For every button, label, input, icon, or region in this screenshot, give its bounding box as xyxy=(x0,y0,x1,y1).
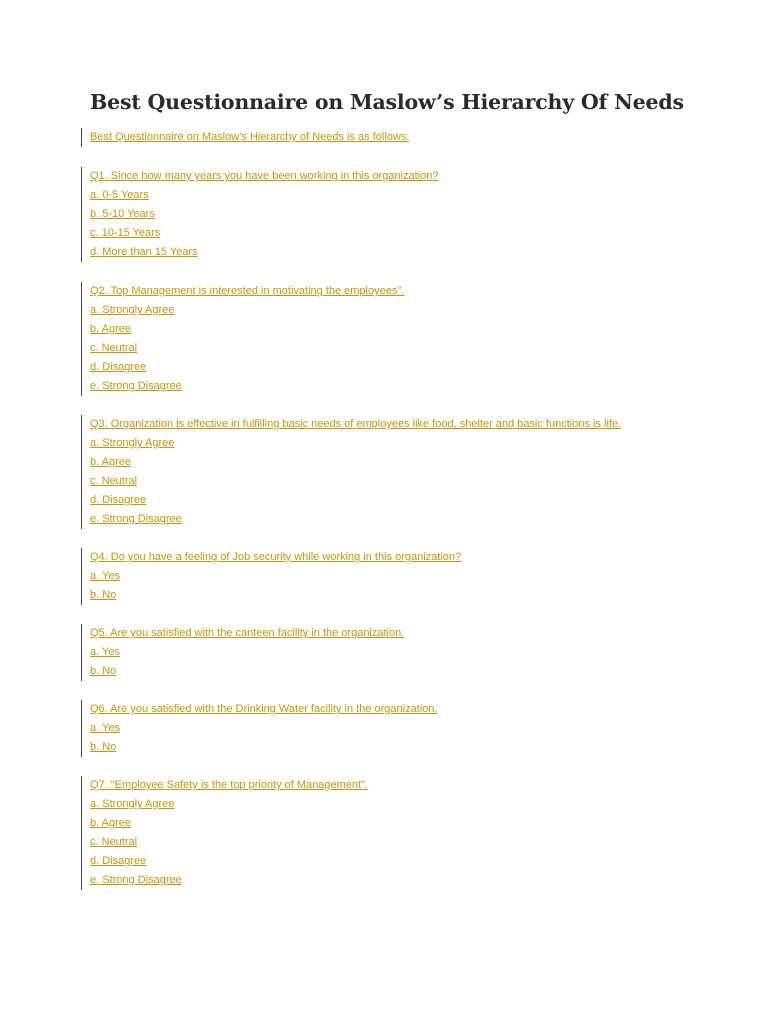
question-5-option-b[interactable]: b. No xyxy=(90,665,117,677)
question-3-link[interactable]: Q3. Organization is effective in fulfilling basic needs of employees like food, shelter and basic functions is life. xyxy=(90,418,622,430)
question-5-link[interactable]: Q5. Are you satisfied with the canteen facility in the organization. xyxy=(90,627,405,639)
question-block-7 xyxy=(81,776,368,890)
question-1-option-b[interactable]: b. 5-10 Years xyxy=(90,208,155,220)
page-title: Best Questionnaire on Maslow’s Hierarchy Of Needs xyxy=(90,90,684,114)
question-2-option-e[interactable]: e. Strong Disagree xyxy=(90,380,182,392)
question-1-option-c[interactable]: c. 10-15 Years xyxy=(90,227,161,239)
question-5-option-a[interactable]: a. Yes xyxy=(90,646,120,658)
question-3-option-d[interactable]: d. Disagree xyxy=(90,494,147,506)
intro-link[interactable]: Best Questionnaire on Maslow's Hierarchy of Needs is as follows: xyxy=(90,131,410,143)
question-2-option-c[interactable]: c. Neutral xyxy=(90,342,138,354)
question-7-option-e[interactable]: e. Strong Disagree xyxy=(90,874,182,886)
question-block-2 xyxy=(81,282,404,396)
question-7-option-a[interactable]: a. Strongly Agree xyxy=(90,798,175,810)
question-3-option-a[interactable]: a. Strongly Agree xyxy=(90,437,175,449)
question-3-option-c[interactable]: c. Neutral xyxy=(90,475,138,487)
question-block-4 xyxy=(81,548,461,605)
question-4-option-a[interactable]: a. Yes xyxy=(90,570,120,582)
question-2-option-d[interactable]: d. Disagree xyxy=(90,361,147,373)
question-2-option-b[interactable]: b. Agree xyxy=(90,323,131,335)
question-2-option-a[interactable]: a. Strongly Agree xyxy=(90,304,175,316)
question-7-link[interactable]: Q7. "Employee Safety is the top priority of Management". xyxy=(90,779,369,791)
intro-block xyxy=(81,128,409,147)
question-7-option-c[interactable]: c. Neutral xyxy=(90,836,138,848)
question-block-5 xyxy=(81,624,404,681)
question-1-link[interactable]: Q1. Since how many years you have been working in this organization? xyxy=(90,170,439,182)
question-block-1 xyxy=(81,167,439,262)
question-6-link[interactable]: Q6. Are you satisfied with the Drinking Water facility in the organization. xyxy=(90,703,438,715)
question-2-link[interactable]: Q2. Top Management is interested in motivating the employees". xyxy=(90,285,405,297)
question-1-option-a[interactable]: a. 0-5 Years xyxy=(90,189,149,201)
question-7-option-b[interactable]: b. Agree xyxy=(90,817,131,829)
question-6-option-b[interactable]: b. No xyxy=(90,741,117,753)
question-1-option-d[interactable]: d. More than 15 Years xyxy=(90,246,198,258)
question-3-option-b[interactable]: b. Agree xyxy=(90,456,131,468)
question-4-link[interactable]: Q4. Do you have a feeling of Job security while working in this organization? xyxy=(90,551,462,563)
question-block-6 xyxy=(81,700,437,757)
question-6-option-a[interactable]: a. Yes xyxy=(90,722,120,734)
question-4-option-b[interactable]: b. No xyxy=(90,589,117,601)
question-7-option-d[interactable]: d. Disagree xyxy=(90,855,147,867)
question-3-option-e[interactable]: e. Strong Disagree xyxy=(90,513,182,525)
question-block-3 xyxy=(81,415,621,529)
